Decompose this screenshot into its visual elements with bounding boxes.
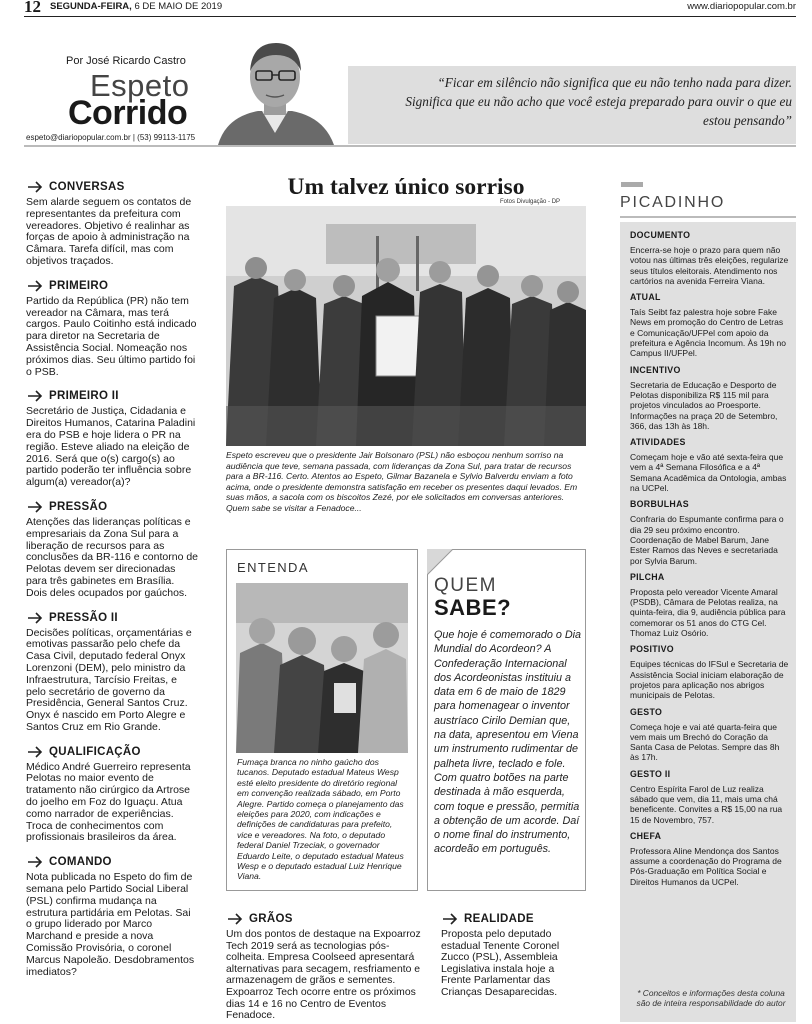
picadinho-item-head: DOCUMENTO xyxy=(630,230,691,240)
picadinho-item-body: Proposta pelo vereador Vicente Amaral (PSDB), Câmara de Pelotas realiza, na quinta-feira, dia 9, audiência pública para comemorar os 51 anos do CTG Cel. Thomaz Luiz Osório. xyxy=(630,586,786,639)
note-comando xyxy=(26,853,198,978)
note-title: PRESSÃO II xyxy=(49,611,118,624)
column-byline: Por José Ricardo Castro xyxy=(66,55,186,67)
top-divider xyxy=(24,16,796,17)
arrow-right-icon xyxy=(26,180,44,194)
arrow-right-icon xyxy=(26,745,44,759)
page-date xyxy=(50,1,222,12)
picadinho-item xyxy=(630,769,790,825)
picadinho-item xyxy=(630,707,790,763)
author-photo xyxy=(200,33,350,145)
picadinho-item-head: ATIVIDADES xyxy=(630,437,686,448)
picadinho-item xyxy=(630,831,790,887)
arrow-right-icon xyxy=(26,389,44,403)
picadinho-item-head: ATUAL xyxy=(630,292,661,303)
column-quote: “Ficar em silêncio não significa que eu não tenho nada para dizer. Significa que eu não acho que você esteja preparado para ouvir o que eu estou pensando” xyxy=(405,75,792,128)
note-qualificacao xyxy=(26,743,198,845)
picadinho-item-body: Taís Seibt faz palestra hoje sobre Fake News em promoção do Centro de Letras e Comunicação/UFPel com apoio da prefeitura e Agência Incomum. Às 19h no Campus II/UFPel. xyxy=(630,307,786,359)
note-body: Proposta pelo deputado estadual Tenente Coronel Zucco (PSL), Assembleia Legislativa instala hoje a Frente Parlamentar das Crianças Desaparecidas. xyxy=(441,929,560,998)
note-title: REALIDADE xyxy=(464,913,534,925)
picadinho-item xyxy=(630,499,790,565)
picadinho-item-head: BORBULHAS xyxy=(630,499,689,510)
picadinho-item-body: Centro Espírita Farol de Luz realiza sábado que vem, dia 11, mais uma chá beneficente. Convites a R$ 15,00 na rua 15 de Novembro, 757. xyxy=(630,783,783,825)
note-title: COMANDO xyxy=(49,856,112,869)
picadinho-item-body: Professora Aline Mendonça dos Santos assume a coordenação do Programa de Pós-Graduação em Política Social e Direitos Humanos da UCPel. xyxy=(630,845,782,887)
note-conversas xyxy=(26,178,198,268)
picadinho-footer-note: * Conceitos e informações desta coluna são de inteira responsabilidade do autor xyxy=(636,988,786,1008)
note-body: Decisões políticas, orçamentárias e emotivas passarão pelo chefe da Casa Civil, deputado federal Onyx Lorenzoni (DEM), pelo ministro da Infraestrutura, Tarcísio Freitas, e pelo secretário de governo da Presidência, General Santos Cruz. Onyx é nascido em Porto Alegre e Santos Cruz em Rio Grande. xyxy=(26,626,192,733)
note-body: Médico André Guerreiro representa Pelotas no maior evento de tratamento não cirúrgico da Artrose do joelho em Foz do Iguaçu. Atua como narrador de experiências. Troca de conhecimentos com profissionais brasileiros da área. xyxy=(26,760,191,844)
note-body: Atenções das lideranças políticas e empresariais da Zona Sul para a liberação de recursos para as conclusões da BR-116 e contorno de Pelotas devem ser direcionadas para três gabinetes em Brasília. Dois deles ocupados por gaúchos. xyxy=(26,515,198,599)
picadinho-item-head: GESTO II xyxy=(630,768,671,779)
picadinho-item xyxy=(630,572,790,638)
arrow-right-icon xyxy=(26,855,44,869)
page-date-text: 6 DE MAIO DE 2019 xyxy=(134,1,223,12)
picadinho-item-head: PILCHA xyxy=(630,571,665,582)
quem-sabe-title-1: QUEM xyxy=(434,575,497,596)
picadinho-item-body: Começam hoje e vão até sexta-feira que vem a 4ª Semana Filosófica e a 4ª Semana Acadêmica da Ontologia, ambas na UCPel. xyxy=(630,452,787,494)
note-body: Nota publicada no Espeto do fim de semana pelo Partido Social Liberal (PSL) confirma mudança na estrutura partidária em Pelotas. Sai o grupo liderado por Marco Marchand e preside a nova Comissão Provisória, o coronel Marcus Napoleão. Desdobramentos imediatos? xyxy=(26,871,195,978)
picadinho-item xyxy=(630,230,790,286)
photo-credit: Fotos Divulgação - DP xyxy=(500,199,561,205)
picadinho-marker xyxy=(621,182,643,187)
note-body: Partido da República (PR) não tem vereador na Câmara, mas terá cargos. Paulo Coitinho está indicado para diretor na Secretaria de Assistência Social. Nomeação nos próximos dias. Seu último partido foi o PSB. xyxy=(26,294,197,378)
entenda-caption: Fumaça branca no ninho gaúcho dos tucanos. Deputado estadual Mateus Wesp esté eleito presidente do diretório regional em convenção realizada sábado, em Porto Alegre. Partido começa o planejamento das eleições para 2020, com indicações e definições de candidaturas para prefeito, vice e vereadores. Na foto, o deputado federal Daniel Trzeciak, o governador Eduardo Leite, o deputado estadual Mateus Wesp e o deputado estadual Luiz Henrique Viana. xyxy=(237,757,404,882)
picadinho-item-body: Encerra-se hoje o prazo para quem não votou nas últimas três eleições, regularize seus títulos eleitorais. Atendimento nos cartórios na avenida Ferreira Viana. xyxy=(630,245,789,286)
note-title: PRESSÃO xyxy=(49,500,108,513)
arrow-right-icon xyxy=(26,500,44,514)
quem-sabe-title-2: SABE? xyxy=(434,595,512,620)
main-photo-caption: Espeto escreveu que o presidente Jair Bolsonaro (PSL) não esboçou nenhum sorriso na audiência que teve, semana passada, com lideranças da Zona Sul, para tratar de recursos para a BR-116. Certo. Atentos ao Espeto, Gilmar Bazanela e Sylvio Balverdu enviam a foto acima, onde o presidente demonstra satisfação em receber os presentes daqui levados. Em suas mãos, a sacola com os biscoitos Zezé, por ele solicitados em conversas anteriores. Quem sabe se visitar a Fenadoce... xyxy=(226,450,578,513)
quem-sabe-text: Que hoje é comemorado o Dia Mundial do Acordeon? A Confederação Internacional dos Acordeonistas instituiu a data em 6 de maio de 1829 para homenagear o inventor austríaco Cirilo Demian que, na data, apresentou em Viena um instrumento rudimentar de palheta livre, teclado e fole. Com quatro botões na parte destinada à mão esquerda, com toque e pressão, permitia a obtenção de um acorde. Daí o nome final do instrumento, acordeão em português. xyxy=(434,629,582,856)
column-name-line1: Espeto xyxy=(90,68,190,103)
picadinho-item-body: Começa hoje e vai até quarta-feira que vem mais um Brechó do Coração da Santa Casa de Pelotas. Sempre das 8h às 17h. xyxy=(630,721,780,763)
entenda-label: ENTENDA xyxy=(237,560,309,575)
picadinho-item xyxy=(630,292,790,358)
picadinho-item xyxy=(630,437,790,493)
site-url: www.diariopopular.com.br xyxy=(687,1,796,12)
page-weekday: SEGUNDA-FEIRA, xyxy=(50,1,132,12)
arrow-right-icon xyxy=(26,279,44,293)
column-contact: espeto@diariopopular.com.br | (53) 99113-1175 xyxy=(26,133,196,142)
arrow-right-icon xyxy=(226,912,244,926)
note-body: Sem alarde seguem os contatos de representantes da prefeitura com vereadores. Objetivo é realinhar as forças de apoio à administração na Câmara. Tarefa difícil, mas com objetivos traçados. xyxy=(26,196,192,267)
picadinho-item-head: GESTO xyxy=(630,706,663,717)
picadinho-item xyxy=(630,365,790,431)
picadinho-item-body: Confraria do Espumante confirma para o dia 29 seu próximo encontro. Coordenação de Mabel Barum, Jane Ester Ramos das Neves e secretariada por Sylvia Barum. xyxy=(630,514,784,566)
picadinho-item-body: Equipes técnicas do IFSul e Secretaria de Assistência Social iniciam elaboração de projetos para aplicação nos abrigos municipais de Pelotas. xyxy=(630,659,789,701)
picadinho-list xyxy=(630,230,790,893)
note-body: Um dos pontos de destaque na Expoarroz Tech 2019 será as tecnologias pós-colheita. Empresa Coolseed apresentará alternativas para secagem, resfriamento e armazenagem de grãos e sementes. Expoarroz Tech ocorre entre os próximos dias 14 e 16 no Centro de Eventos Fenadoce. xyxy=(226,929,421,1022)
entenda-photo xyxy=(236,583,408,753)
main-photo xyxy=(226,206,586,446)
page-number: 12 xyxy=(24,0,41,16)
left-notes-column xyxy=(26,178,198,987)
note-realidade xyxy=(441,910,571,999)
picadinho-item-body: Secretaria de Educação e Desporto de Pelotas disponibiliza R$ 115 mil para projetos vinculados ao Proesporte. Informações na praça 20 de Setembro, 366, das 13h às 18h. xyxy=(630,379,778,431)
note-title: PRIMEIRO xyxy=(49,279,109,292)
picadinho-item xyxy=(630,644,790,700)
page-header-strip xyxy=(24,0,796,14)
note-pressao-ii xyxy=(26,609,198,734)
arrow-right-icon xyxy=(26,611,44,625)
picadinho-title: PICADINHO xyxy=(620,194,726,211)
column-name-line2: Corrido xyxy=(68,94,188,132)
note-title: GRÃOS xyxy=(249,913,293,925)
header-divider xyxy=(24,145,796,147)
arrow-right-icon xyxy=(441,912,459,926)
picadinho-divider xyxy=(620,216,796,218)
picadinho-item-head: POSITIVO xyxy=(630,644,674,655)
main-headline: Um talvez único sorriso xyxy=(287,174,525,200)
note-graos xyxy=(226,910,422,1022)
note-pressao xyxy=(26,498,198,600)
picadinho-item-head: CHEFA xyxy=(630,830,662,841)
note-title: CONVERSAS xyxy=(49,181,125,193)
note-title: QUALIFICAÇÃO xyxy=(49,745,141,758)
note-body: Secretário de Justiça, Cidadania e Direitos Humanos, Catarina Paladini era do PSB e hoje lidera o PR na região. Esteve aliado na eleição de 2016. Será que o(s) cargo(s) ao partido poderão ter influência sobre algum(a) vereador(a)? xyxy=(26,405,196,489)
picadinho-item-head: INCENTIVO xyxy=(630,364,681,375)
note-title: PRIMEIRO II xyxy=(49,390,119,403)
note-primeiro-ii xyxy=(26,387,198,489)
note-primeiro xyxy=(26,277,198,379)
